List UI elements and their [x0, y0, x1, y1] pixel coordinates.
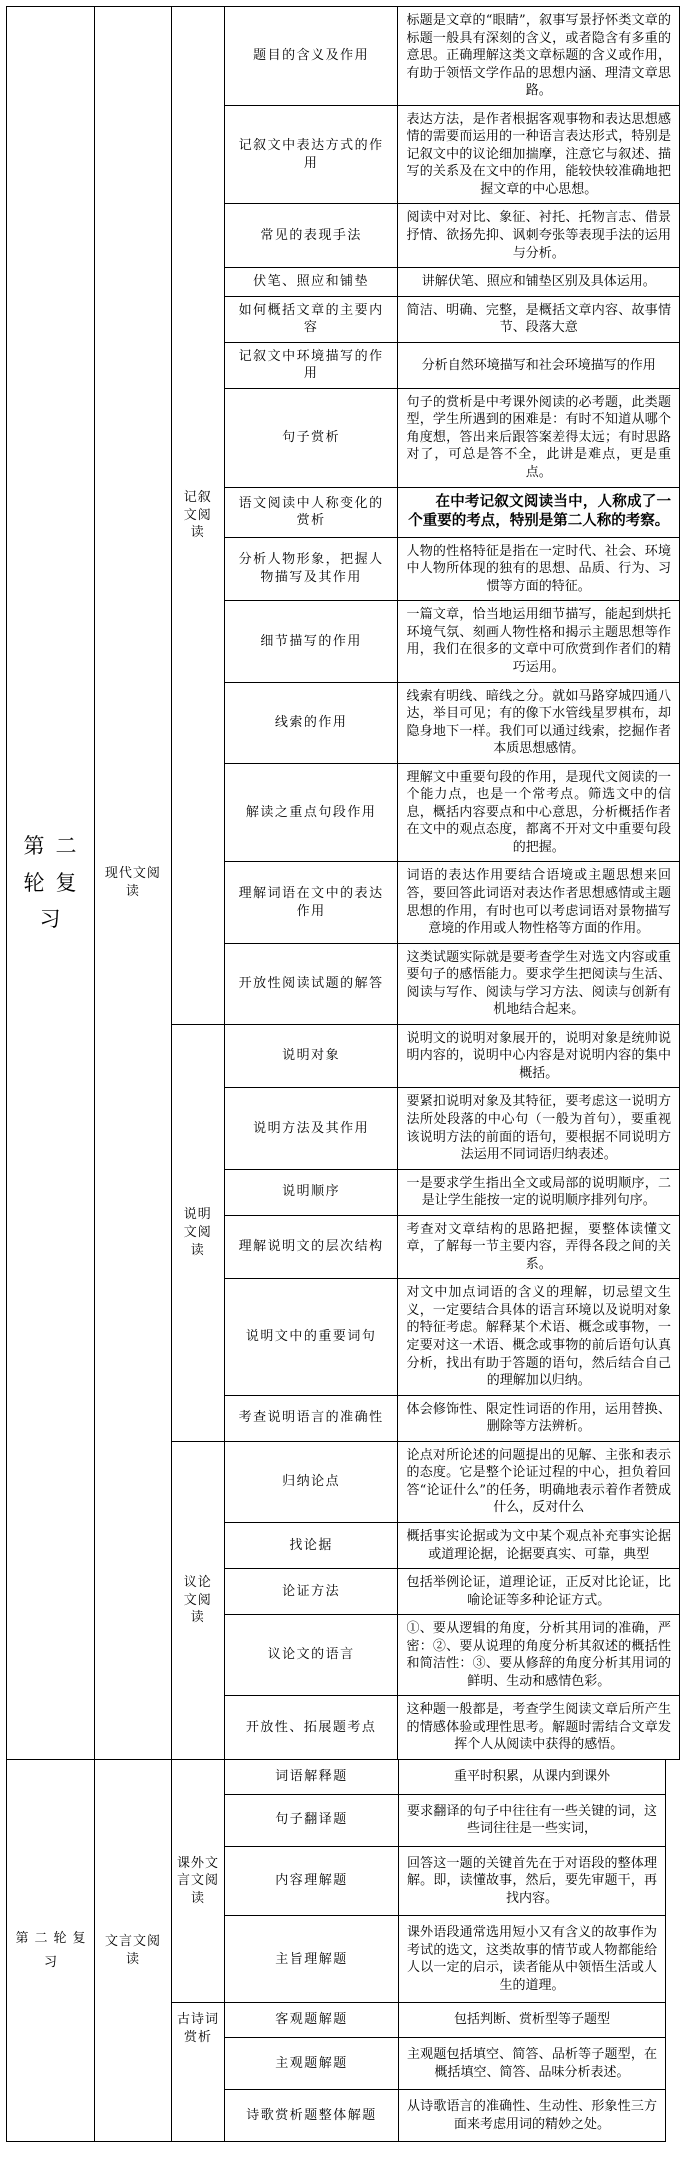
- topic-cell: 题目的含义及作用: [224, 7, 398, 106]
- desc-cell: 在中考记叙文阅读当中，人称成了一个重要的考点，特别是第二人称的考察。: [398, 487, 680, 537]
- desc-cell: 要求翻译的句子中往往有一些关键的词，这些词往往是一些实词，: [399, 1794, 666, 1846]
- topic-cell: 记叙文中环境描写的作用: [224, 342, 398, 388]
- topic-cell: 论证方法: [224, 1569, 398, 1615]
- topic-cell: 词语解释题: [225, 1759, 399, 1794]
- desc-cell: 表达方法，是作者根据客观事物和表达思想感情的需要而运用的一种语言表达形式，特别是记叙文中的议论细加揣摩，注意它与叙述、描写的关系及在文中的作用，能较快较准确地把握文章的中心思想。: [398, 105, 680, 204]
- desc-cell: 论点对所论述的问题提出的见解、主张和表示的态度。它是整个论证过程的中心，担负着回答“论证什么”的任务，明确地表示着作者赞成什么，反对什么: [398, 1441, 680, 1522]
- desc-cell: 标题是文章的“眼睛”，叙事写景抒怀类文章的标题一般具有深刻的含义，或者隐含有多重的意思。正确理解这类文章标题的含义或作用，有助于领悟文学作品的思想内涵、理清文章思路。: [398, 7, 680, 106]
- topic-cell: 解读之重点句段作用: [224, 763, 398, 862]
- topic-cell: 议论文的语言: [224, 1615, 398, 1696]
- topic-cell: 主旨理解题: [225, 1916, 399, 2003]
- topic-cell: 开放性、拓展题考点: [224, 1696, 398, 1760]
- desc-cell: 理解文中重要句段的作用，是现代文阅读的一个能力点，也是一个常考点。筛选文中的信息，概括内容要点和中心意思，分析概括作者在文中的观点态度，都离不开对文中重要句段的把握。: [398, 763, 680, 862]
- topic-cell: 内容理解题: [225, 1846, 399, 1916]
- desc-cell: 包括判断、赏析型等子题型: [399, 2003, 666, 2038]
- review-table-modern: [6, 6, 680, 1760]
- desc-cell: 人物的性格特征是指在一定时代、社会、环境中人物所体现的独有的思想、品质、行为、习惯等方面的特征。: [398, 537, 680, 601]
- topic-cell: 常见的表现手法: [224, 204, 398, 268]
- desc-cell: 一篇文章，恰当地运用细节描写，能起到烘托环境气氛、刻画人物性格和揭示主题思想等作用，我们在很多的文章中可欣赏到作者们的精巧运用。: [398, 601, 680, 682]
- topic-cell: 细节描写的作用: [224, 601, 398, 682]
- topic-cell: 说明文中的重要词句: [224, 1279, 398, 1395]
- topic-cell: 如何概括文章的主要内容: [224, 296, 398, 342]
- desc-cell: 对文中加点词语的含义的理解，切忌望文生义，一定要结合具体的语言环境以及说明对象的特征考虑。解释某个术语、概念或事物，一定要对这一术语、概念或事物的前后语句认真分析，找出有助于答题的语句，然后结合自己的理解加以归纳。: [398, 1279, 680, 1395]
- section-label-cell: 课外文言文阅读: [172, 1759, 225, 2002]
- topic-cell: 语文阅读中人称变化的赏析: [224, 487, 398, 537]
- topic-cell: 说明对象: [224, 1024, 398, 1088]
- desc-cell: 线索有明线、暗线之分。就如马路穿城四通八达，举目可见；有的像下水管线星罗棋布，却隐身地下一样。我们可以通过线索，挖掘作者本质思想感情。: [398, 682, 680, 763]
- topic-cell: 分析人物形象，把握人物描写及其作用: [224, 537, 398, 601]
- desc-cell: 体会修饰性、限定性词语的作用，运用替换、删除等方法辨析。: [398, 1395, 680, 1441]
- desc-cell: 分析自然环境描写和社会环境描写的作用: [398, 342, 680, 388]
- desc-cell: 主观题包括填空、简答、品析等子题型，在概括填空、简答、品味分析表述。: [399, 2037, 666, 2089]
- desc-cell: 要紧扣说明对象及其特征，要考虑这一说明方法所处段落的中心句（一般为首句），要重视该说明方法的前面的语句，要根据不同说明方法运用不同词语归纳表述。: [398, 1088, 680, 1169]
- topic-cell: 伏笔、照应和铺垫: [224, 268, 398, 297]
- review-table-classical: [6, 1759, 666, 2142]
- category-label-cell: 现代文阅读: [94, 7, 171, 1760]
- topic-cell: 开放性阅读试题的解答: [224, 943, 398, 1024]
- round-label-cell: 第二轮复习: [7, 7, 95, 1760]
- desc-cell: ①、要从逻辑的角度，分析其用词的准确，严密：②、要从说理的角度分析其叙述的概括性和简洁性：③、要从修辞的角度分析其用词的鲜明、生动和感情色彩。: [398, 1615, 680, 1696]
- topic-cell: 找论据: [224, 1522, 398, 1568]
- round-label-cell: 第二轮复习: [7, 1759, 95, 2141]
- topic-cell: 客观题解题: [225, 2003, 399, 2038]
- desc-cell: 说明文的说明对象展开的，说明对象是统帅说明内容的，说明中心内容是对说明内容的集中概括。: [398, 1024, 680, 1088]
- table-row: [7, 1759, 666, 1794]
- topic-cell: 句子赏析: [224, 388, 398, 487]
- desc-cell: 这类试题实际就是要考查学生对选文内容或重要句子的感悟能力。要求学生把阅读与生活、阅读与写作、阅读与学习方法、阅读与创新有机地结合起来。: [398, 943, 680, 1024]
- desc-cell: 简洁、明确、完整，是概括文章内容、故事情节、段落大意: [398, 296, 680, 342]
- section-label-cell: 议论文阅读: [171, 1441, 224, 1759]
- topic-cell: 理解词语在文中的表达作用: [224, 862, 398, 943]
- category-label-cell: 文言文阅读: [95, 1759, 172, 2141]
- table-row: [7, 7, 680, 106]
- desc-cell: 词语的表达作用要结合语境或主题思想来回答，要回答此词语对表达作者思想感情或主题思想的作用，有时也可以考虑词语对景物描写意境的作用或人物性格等方面的作用。: [398, 862, 680, 943]
- desc-cell: 重平时积累，从课内到课外: [399, 1759, 666, 1794]
- topic-cell: 说明方法及其作用: [224, 1088, 398, 1169]
- topic-cell: 线索的作用: [224, 682, 398, 763]
- topic-cell: 诗歌赏析题整体解题: [225, 2090, 399, 2142]
- desc-cell: 从诗歌语言的准确性、生动性、形象性三方面来考虑用词的精妙之处。: [399, 2090, 666, 2142]
- desc-cell: 这种题一般都是，考查学生阅读文章后所产生的情感体验或理性思考。解题时需结合文章发挥个人从阅读中获得的感悟。: [398, 1696, 680, 1760]
- section-label-cell: 记叙文阅读: [171, 7, 224, 1025]
- topic-cell: 主观题解题: [225, 2037, 399, 2089]
- desc-cell: 回答这一题的关键首先在于对语段的整体理解。即，读懂故事，然后，要先审题干，再找内容。: [399, 1846, 666, 1916]
- desc-cell: 句子的赏析是中考课外阅读的必考题，此类题型，学生所遇到的困难是：有时不知道从哪个角度想，答出来后跟答案差得太远；有时思路对了，可总是答不全，此讲是难点，更是重点。: [398, 388, 680, 487]
- topic-cell: 归纳论点: [224, 1441, 398, 1522]
- desc-cell: 考查对文章结构的思路把握，要整体读懂文章，了解每一节主要内容，弄得各段之间的关系。: [398, 1215, 680, 1279]
- topic-cell: 考查说明语言的准确性: [224, 1395, 398, 1441]
- desc-cell: 一是要求学生指出全文或局部的说明顺序，二是让学生能按一定的说明顺序排列句序。: [398, 1169, 680, 1215]
- desc-cell: 课外语段通常选用短小又有含义的故事作为考试的选文，这类故事的情节或人物都能给人以一定的启示，读者能从中领悟生活或人生的道理。: [399, 1916, 666, 2003]
- section-label-cell: 古诗词赏析: [172, 2003, 225, 2142]
- topic-cell: 记叙文中表达方式的作用: [224, 105, 398, 204]
- section-label-cell: 说明文阅读: [171, 1024, 224, 1441]
- topic-cell: 句子翻译题: [225, 1794, 399, 1846]
- desc-cell: 讲解伏笔、照应和铺垫区别及具体运用。: [398, 268, 680, 297]
- desc-cell: 阅读中对对比、象征、衬托、托物言志、借景抒情、欲扬先抑、讽刺夸张等表现手法的运用与分析。: [398, 204, 680, 268]
- topic-cell: 理解说明文的层次结构: [224, 1215, 398, 1279]
- desc-cell: 概括事实论据或为文中某个观点补充事实论据或道理论据，论据要真实、可靠，典型: [398, 1522, 680, 1568]
- topic-cell: 说明顺序: [224, 1169, 398, 1215]
- desc-cell: 包括举例论证，道理论证，正反对比论证，比喻论证等多种论证方式。: [398, 1569, 680, 1615]
